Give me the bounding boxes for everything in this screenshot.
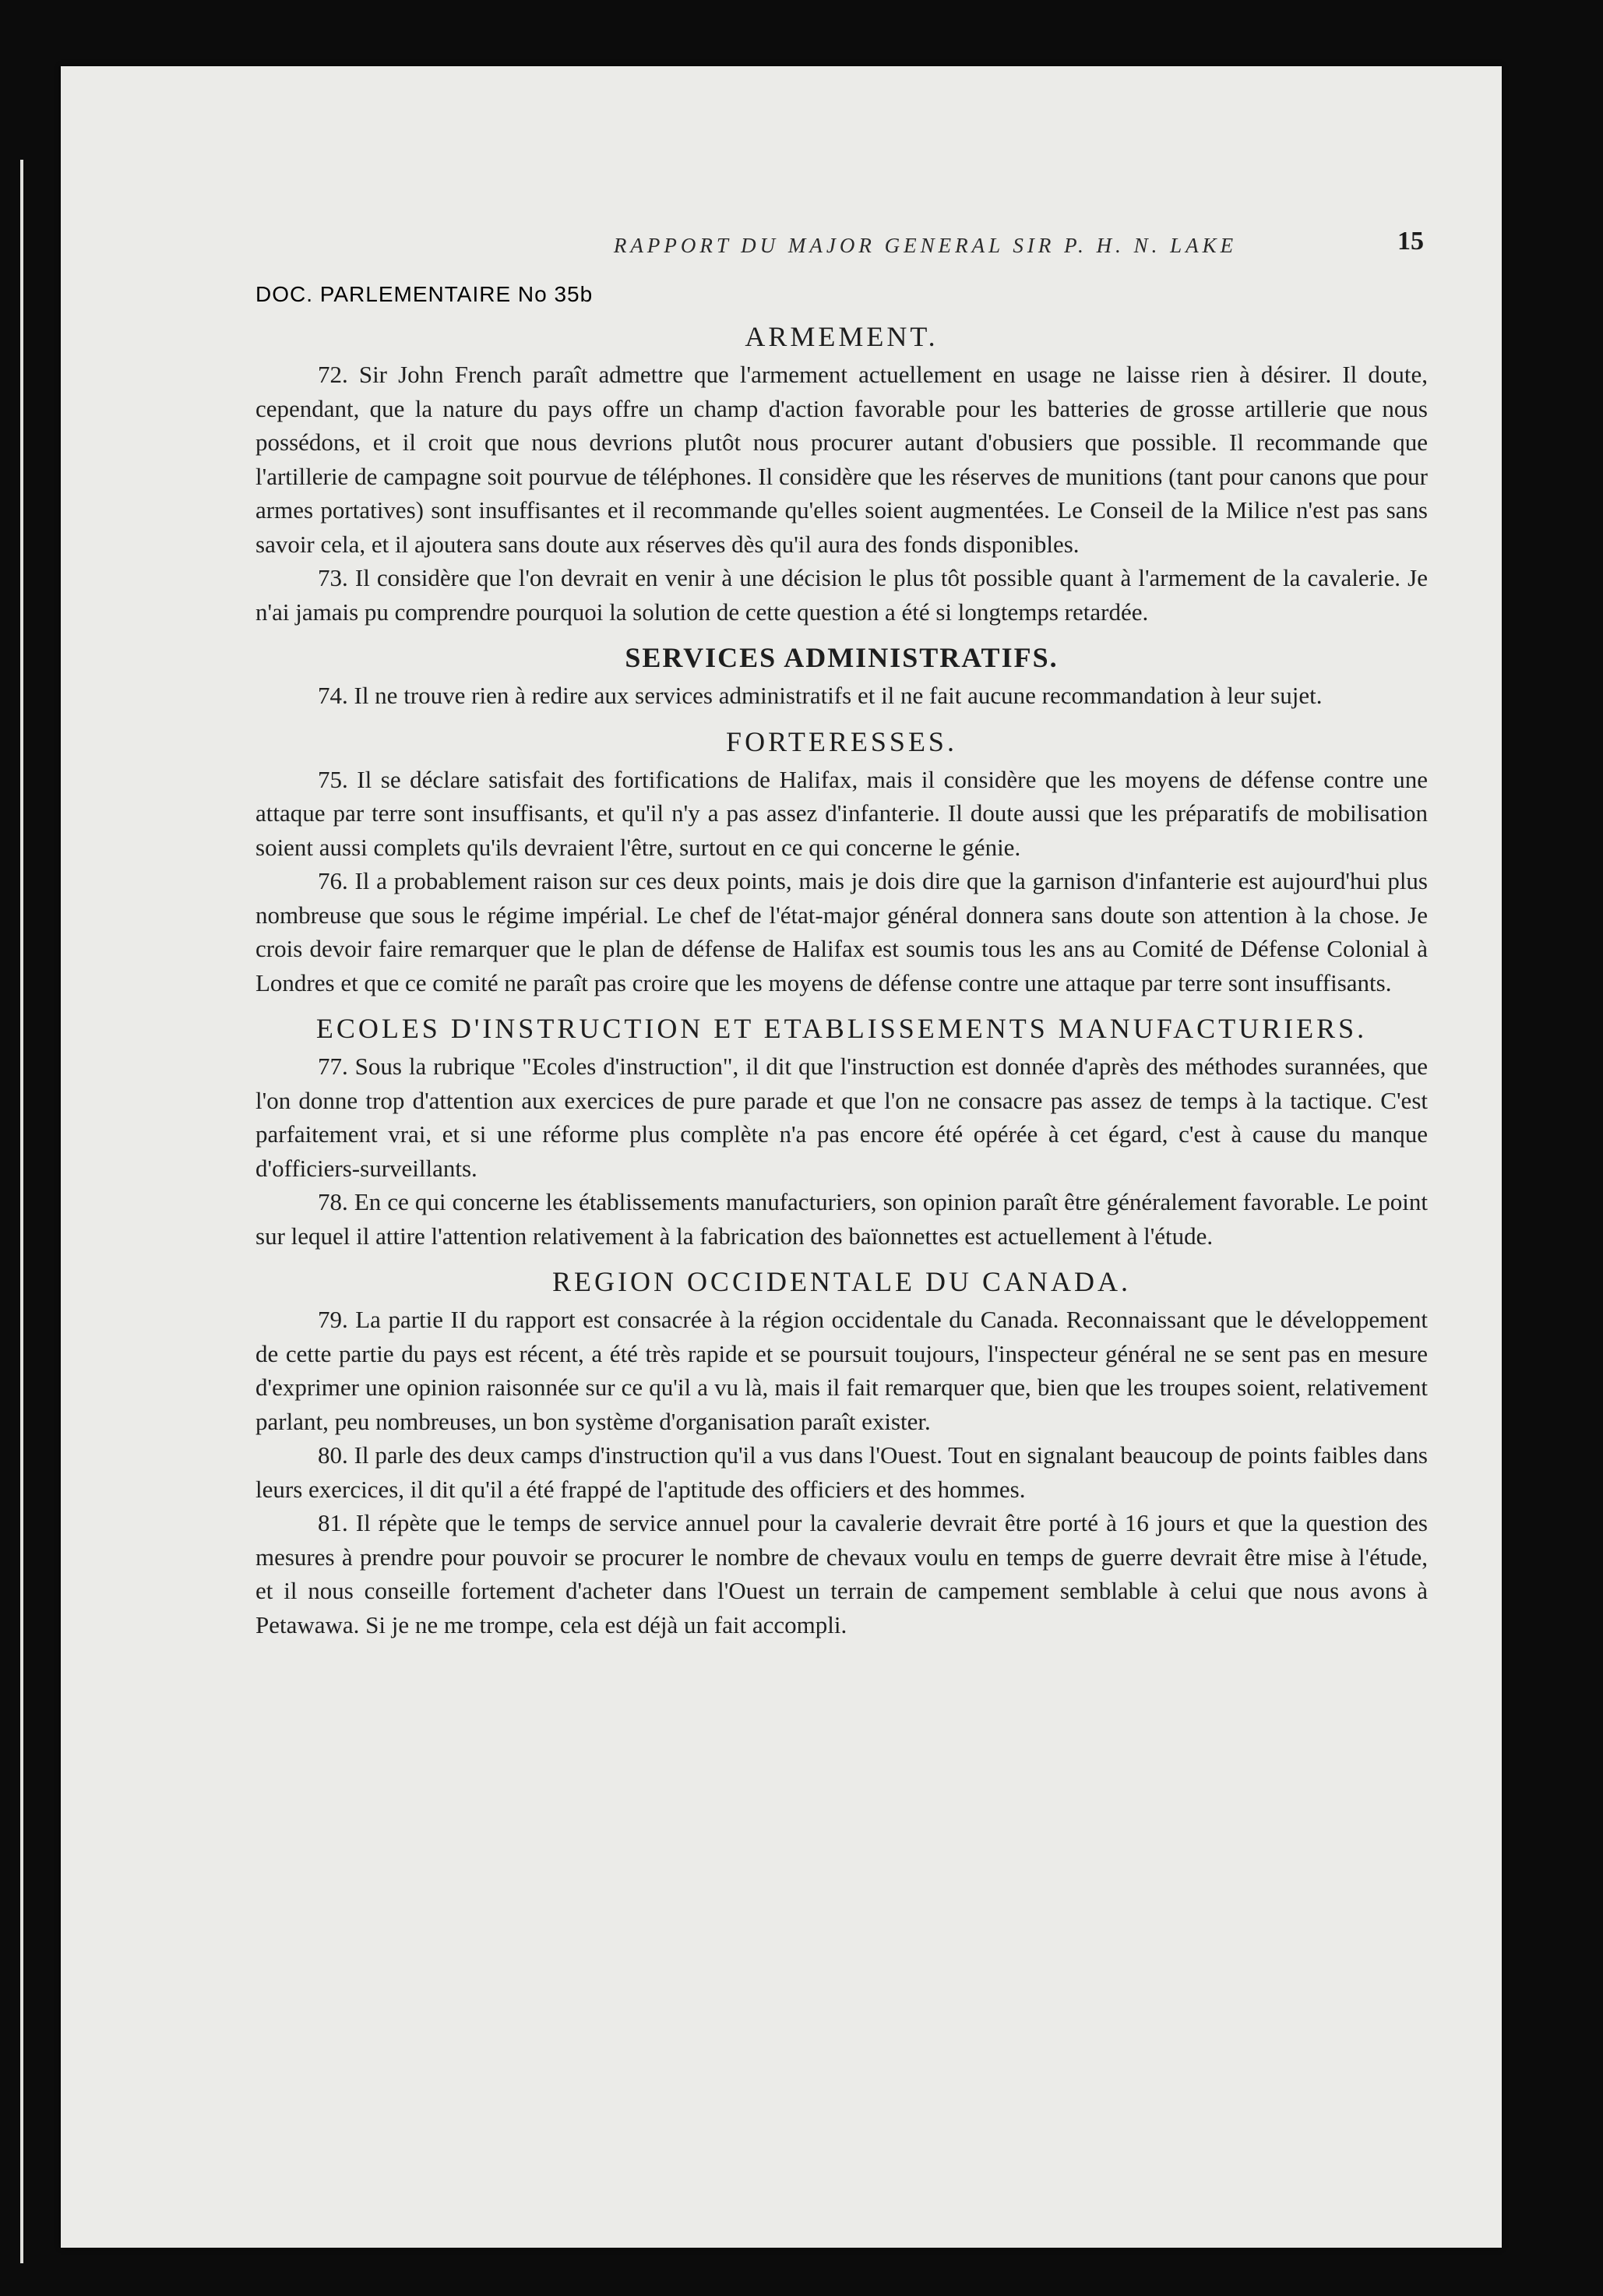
document-body [255, 308, 1428, 1642]
doc-label: DOC. PARLEMENTAIRE No 35b [255, 282, 594, 306]
paragraph-78: 78. En ce qui concerne les établissements manufacturiers, son opinion paraît être généralement favorable. Le point sur lequel il attire l'attention relativement à la fabrication des baïonnettes est actuellement à l'étude. [255, 1188, 1428, 1250]
heading-ecoles: ECOLES D'INSTRUCTION ET ETABLISSEMENTS MANUFACTURIERS. [315, 1013, 1368, 1044]
paragraph-79: 79. La partie II du rapport est consacrée à la région occidentale du Canada. Reconnaissant que le développement de cette partie du pays est récent, a été très rapide et se poursuit toujours, l'inspecteur général ne se sent pas en mesure d'exprimer une opinion raisonnée sur ce qu'il a vu là, mais il fait remarquer que, bien que les troupes soient, relativement parlant, peu nombreuses, un bon système d'organisation paraît exister. [255, 1306, 1428, 1435]
page-fold-shadow [9, 160, 23, 2263]
heading-armement: ARMEMENT. [745, 321, 939, 352]
heading-forteresses: FORTERESSES. [726, 725, 957, 757]
paragraph-74: 74. Il ne trouve rien à redire aux services administratifs et il ne fait aucune recommandation à leur sujet. [318, 682, 1323, 709]
paragraph-76: 76. Il a probablement raison sur ces deux points, mais je dois dire que la garnison d'infanterie est aujourd'hui plus nombreuse que sous le régime impérial. Le chef de l'état-major général donnera sans doute son attention à la chose. Je crois devoir faire remarquer que le plan de défense de Halifax est soumis tous les ans au Comité de Défense Colonial à Londres et que ce comité ne paraît pas croire que les moyens de défense contre une attaque par terre sont insuffisants. [255, 867, 1428, 996]
paragraph-73: 73. Il considère que l'on devrait en venir à une décision le plus tôt possible quant à l'armement de la cavalerie. Je n'ai jamais pu comprendre pourquoi la solution de cette question a été si longtemps retardée. [255, 564, 1428, 626]
page-number: 15 [1397, 227, 1424, 256]
paragraph-80: 80. Il parle des deux camps d'instruction qu'il a vus dans l'Ouest. Tout en signalant beaucoup de points faibles dans leurs exercices, il dit qu'il a été frappé de l'aptitude des officiers et des hommes. [255, 1441, 1428, 1503]
paragraph-77: 77. Sous la rubrique "Ecoles d'instruction", il dit que l'instruction est donnée d'après des méthodes surannées, que l'on donne trop d'attention aux exercices de pure parade et que l'on ne consacre pas assez de temps à la tactique. C'est parfaitement vrai, et si une réforme plus complète n'a pas encore été opérée à cet égard, c'est à cause du manque d'officiers-surveillants. [255, 1053, 1428, 1182]
paragraph-81: 81. Il répète que le temps de service annuel pour la cavalerie devrait être porté à 16 jours et que la question des mesures à prendre pour pouvoir se procurer le nombre de chevaux voulu en temps de guerre devrait être mise à l'étude, et il nous conseille fortement d'acheter dans l'Ouest un terrain de campement semblable à celui que nous avons à Petawawa. Si je ne me trompe, cela est déjà un fait accompli. [255, 1509, 1428, 1638]
running-head: RAPPORT DU MAJOR GENERAL SIR P. H. N. LAKE [613, 234, 1238, 257]
paragraph-72: 72. Sir John French paraît admettre que l'armement actuellement en usage ne laisse rien à désirer. Il doute, cependant, que la nature du pays offre un champ d'action favorable pour les batteries de grosse artillerie que nous possédons, et il croit que nous devrions plutôt nous procurer autant d'obusiers que possible. Il recommande que l'artillerie de campagne soit pourvue de téléphones. Il considère que les réserves de munitions (tant pour canons que pour armes portatives) sont insuffisantes et il recommande qu'elles soient augmentées. Le Conseil de la Milice n'est pas sans savoir cela, et il ajoutera sans doute aux réserves dès qu'il aura des fonds disponibles. [255, 361, 1428, 558]
heading-services: SERVICES ADMINISTRATIFS. [625, 642, 1059, 673]
paragraph-75: 75. Il se déclare satisfait des fortifications de Halifax, mais il considère que les moyens de défense contre une attaque par terre sont insuffisants, et qu'il n'y a pas assez d'infanterie. Il doute aussi que les préparatifs de mobilisation soient aussi complets qu'ils devraient l'être, surtout en ce qui concerne le génie. [255, 765, 1428, 861]
heading-region: REGION OCCIDENTALE DU CANADA. [551, 1266, 1132, 1297]
